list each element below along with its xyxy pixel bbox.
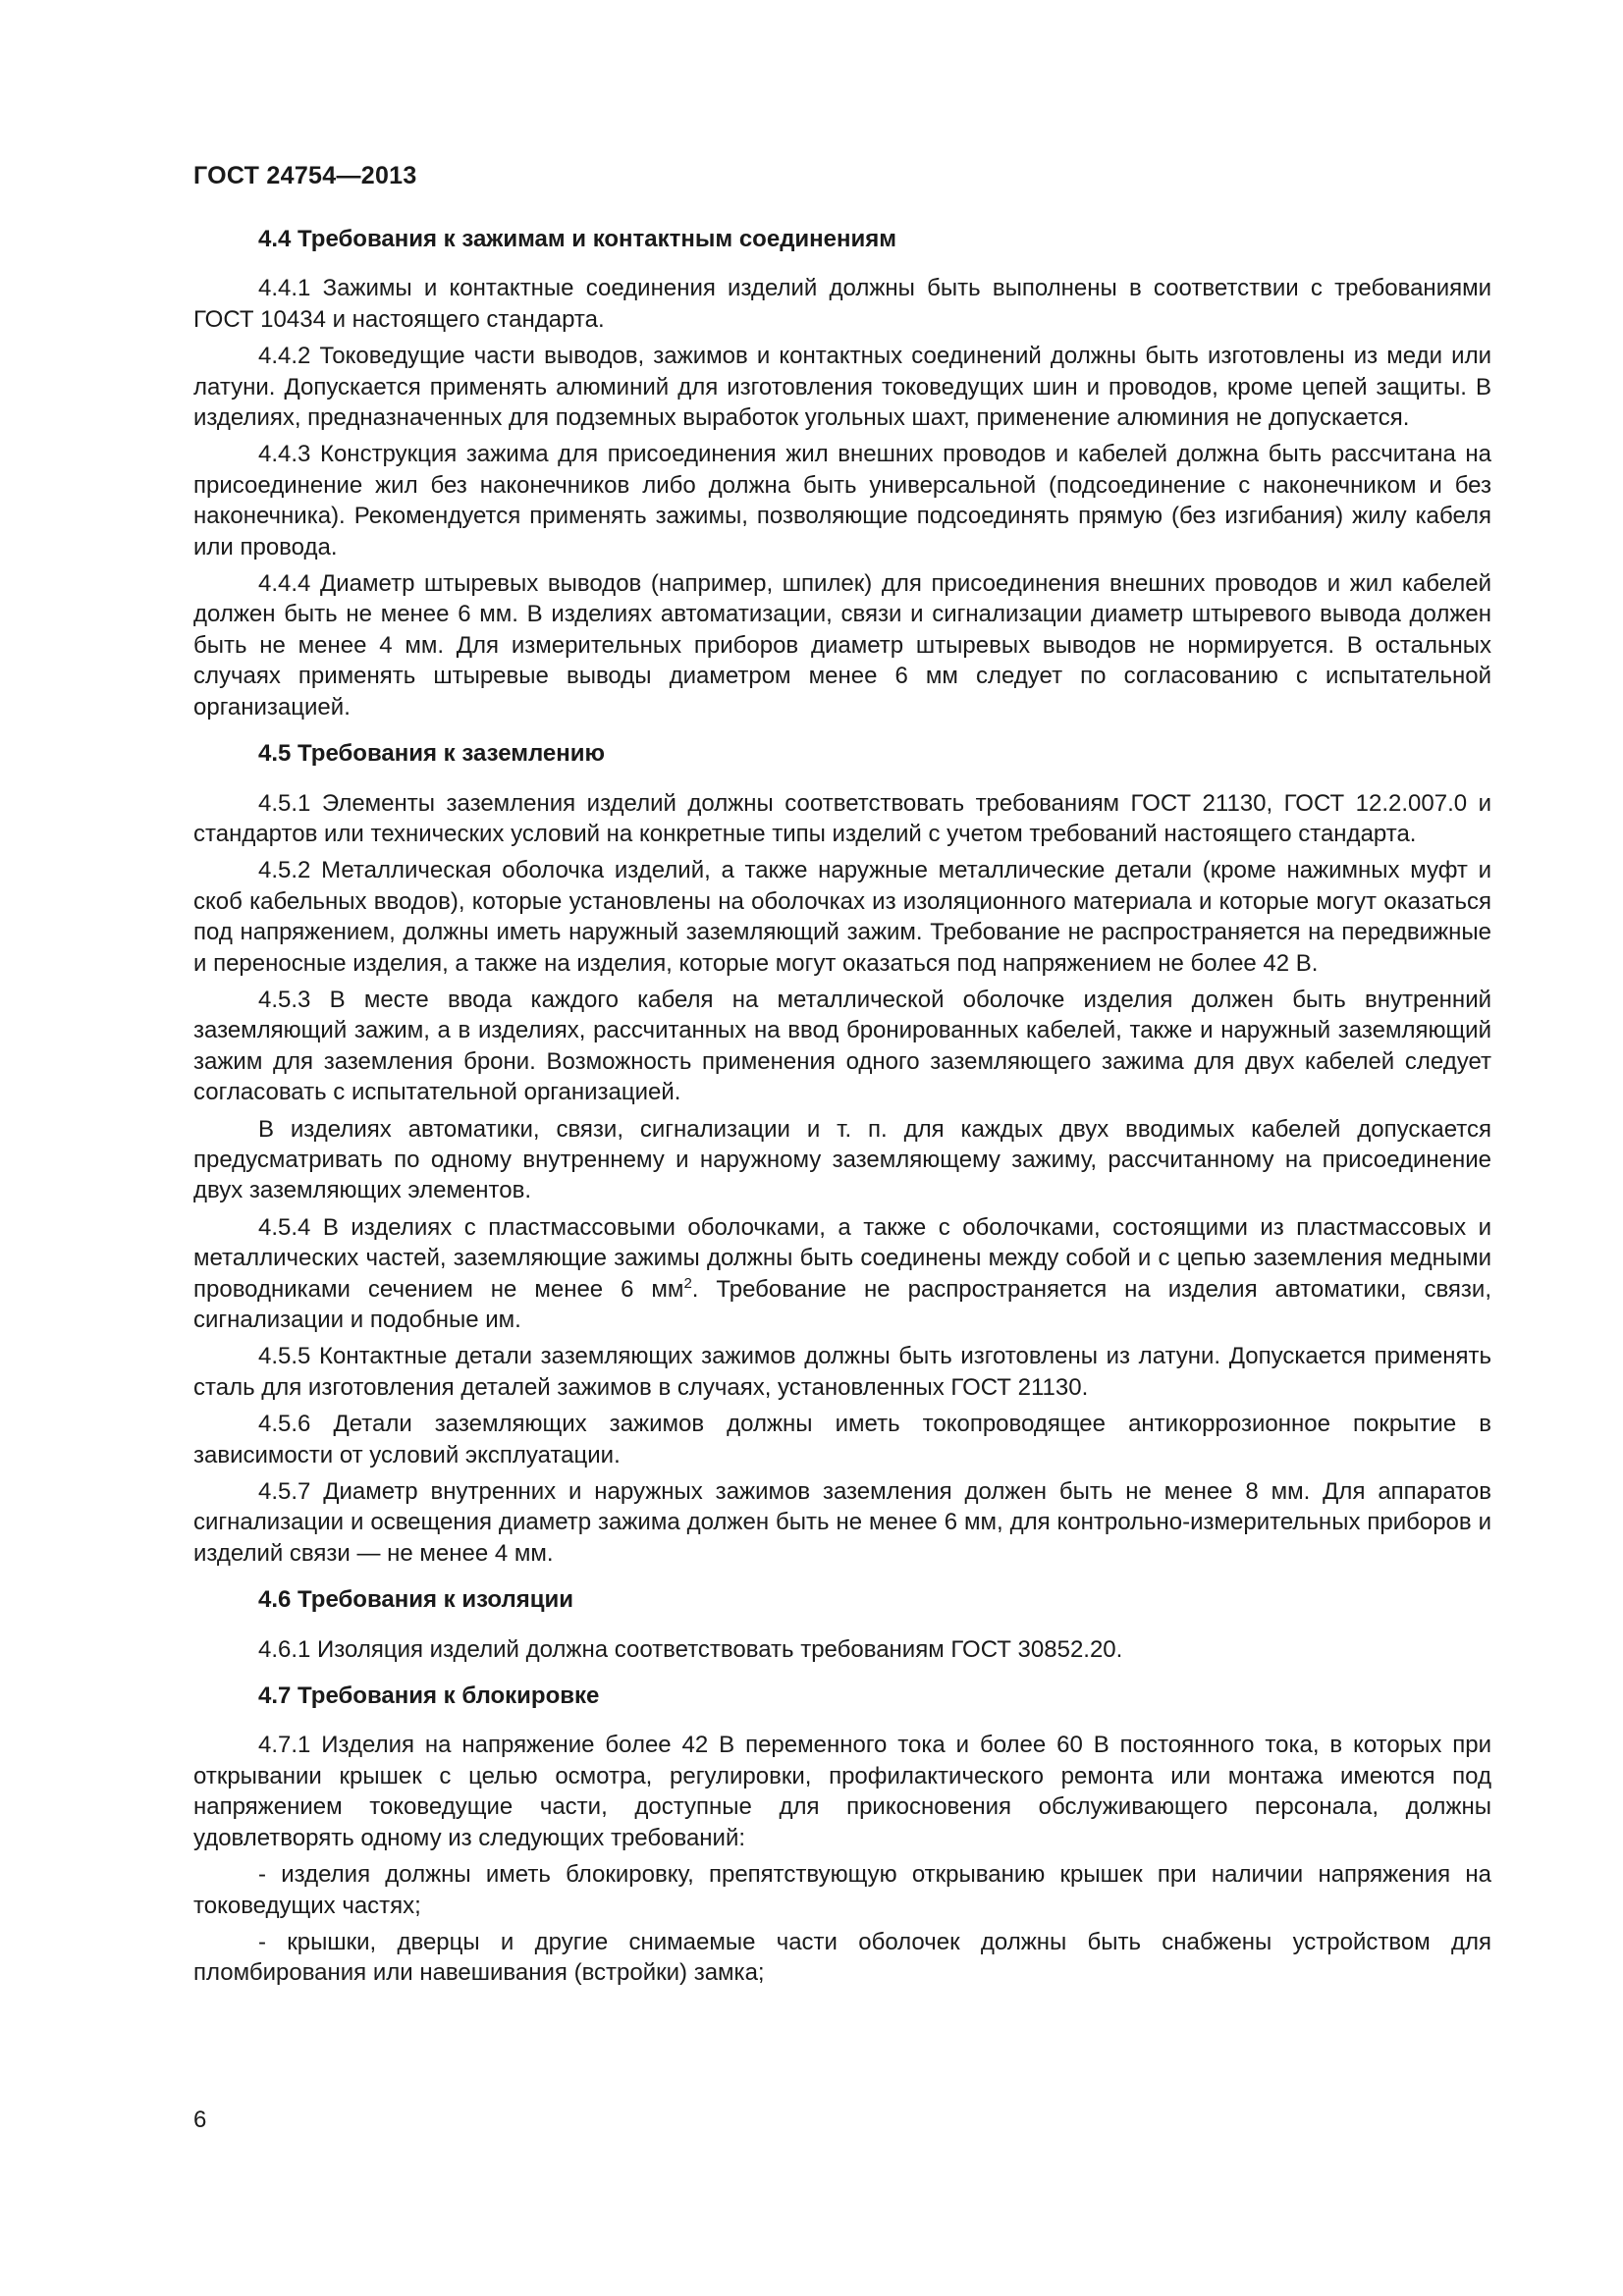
document-code-header: ГОСТ 24754—2013 xyxy=(193,162,417,189)
section-heading-4-6: 4.6 Требования к изоляции xyxy=(258,1586,573,1614)
paragraph-4-4-3: 4.4.3 Конструкция зажима для присоединения жил внешних проводов и кабелей должна быть рассчитана на присоединение жил без наконечников либо должна быть универсальной (подсоединение с наконечником и без наконечника). Рекомендуется применять зажимы, позволяющие подсоединять прямую (без изгибания) жилу кабеля или провода. xyxy=(193,441,1491,561)
paragraph-4-4-2: 4.4.2 Токоведущие части выводов, зажимов и контактных соединений должны быть изготовлены из меди или латуни. Допускается применять алюминий для изготовления токоведущих шин и проводов, кроме цепей защиты. В изделиях, предназначенных для подземных выработок угольных шахт, применение алюминия не допускается. xyxy=(193,343,1491,432)
paragraph-4-5-3: 4.5.3 В месте ввода каждого кабеля на металлической оболочке изделия должен быть внутренний заземляющий зажим, а в изделиях, рассчитанных на ввод бронированных кабелей, также и наружный заземляющий зажим для заземления брони. Возможность применения одного заземляющего зажима для двух кабелей следует согласовать с испытательной организацией. xyxy=(193,986,1491,1106)
section-heading-4-7: 4.7 Требования к блокировке xyxy=(258,1682,600,1710)
paragraph-4-5-2: 4.5.2 Металлическая оболочка изделий, а также наружные металлические детали (кроме нажимных муфт и скоб кабельных вводов), которые установлены на оболочках из изоляционного материала и которые могут оказаться под напряжением, должны иметь наружный заземляющий зажим. Требование не распространяется на передвижные и переносные изделия, а также на изделия, которые могут оказаться под напряжением не более 42 В. xyxy=(193,857,1491,977)
list-item-sealing: - крышки, дверцы и другие снимаемые части оболочек должны быть снабжены устройством для пломбирования или навешивания (встройки) замка; xyxy=(193,1928,1491,1987)
paragraph-4-6-1: 4.6.1 Изоляция изделий должна соответствовать требованиям ГОСТ 30852.20. xyxy=(258,1635,1123,1663)
list-item-blocking: - изделия должны иметь блокировку, препятствующую открыванию крышек при наличии напряжения на токоведущих частях; xyxy=(193,1861,1491,1919)
paragraph-4-5-6: 4.5.6 Детали заземляющих зажимов должны иметь токопроводящее антикоррозионное покрытие в зависимости от условий эксплуатации. xyxy=(193,1411,1491,1468)
paragraph-4-5-4-text-start: 4.5.4 В изделиях с пластмассовыми оболочками, а также с оболочками, состоящими из пластмассовых и металлических частей, заземляющие зажимы должны быть соединены между собой и с цепью заземления медными проводниками сечением не менее 6 мм xyxy=(193,1213,1491,1303)
document-body xyxy=(193,224,1491,1989)
paragraph-4-5-5: 4.5.5 Контактные детали заземляющих зажимов должны быть изготовлены из латуни. Допускается применять сталь для изготовления деталей зажимов в случаях, установленных ГОСТ 21130. xyxy=(193,1343,1491,1401)
paragraph-4-5-7: 4.5.7 Диаметр внутренних и наружных зажимов заземления должен быть не менее 8 мм. Для аппаратов сигнализации и освещения диаметр зажима должен быть не менее 6 мм, для контрольно-измерительных приборов и изделий связи — не менее 4 мм. xyxy=(193,1478,1491,1567)
paragraph-4-4-4: 4.4.4 Диаметр штыревых выводов (например, шпилек) для присоединения внешних проводов и жил кабелей должен быть не менее 6 мм. В изделиях автоматизации, связи и сигнализации диаметр штыревого вывода должен быть не менее 4 мм. Для измерительных приборов диаметр штыревых выводов не нормируется. В остальных случаях применять штыревые выводы диаметром менее 6 мм следует по согласованию с испытательной организацией. xyxy=(193,570,1491,721)
paragraph-4-5-4 xyxy=(193,1212,1491,1336)
paragraph-4-4-1: 4.4.1 Зажимы и контактные соединения изделий должны быть выполнены в соответствии с требованиями ГОСТ 10434 и настоящего стандарта. xyxy=(193,275,1491,333)
paragraph-4-5-4-text-end: . Требование не распространяется на изделия автоматики, связи, сигнализации и подобные им. xyxy=(193,1275,1492,1333)
page-number: 6 xyxy=(193,2107,207,2133)
paragraph-4-5-1: 4.5.1 Элементы заземления изделий должны соответствовать требованиям ГОСТ 21130, ГОСТ 12.2.007.0 и стандартов или технических условий на конкретные типы изделий с учетом требований настоящего стандарта. xyxy=(193,789,1491,847)
paragraph-4-5-3-continuation: В изделиях автоматики, связи, сигнализации и т. п. для каждых двух вводимых кабелей допускается предусматривать по одному внутреннему и наружному заземляющему зажиму, рассчитанному на присоединение двух заземляющих элементов. xyxy=(193,1115,1491,1204)
superscript-two: 2 xyxy=(683,1274,692,1292)
section-heading-4-5: 4.5 Требования к заземлению xyxy=(258,740,606,768)
section-heading-4-4: 4.4 Требования к зажимам и контактным соединениям xyxy=(258,226,897,252)
paragraph-4-7-1: 4.7.1 Изделия на напряжение более 42 В переменного тока и более 60 В постоянного тока, в которых при открывании крышек с целью осмотра, регулировки, профилактического ремонта или монтажа имеются под напряжением токоведущие части, доступные для прикосновения обслуживающего персонала, должны удовлетворять одному из следующих требований: xyxy=(193,1732,1491,1851)
